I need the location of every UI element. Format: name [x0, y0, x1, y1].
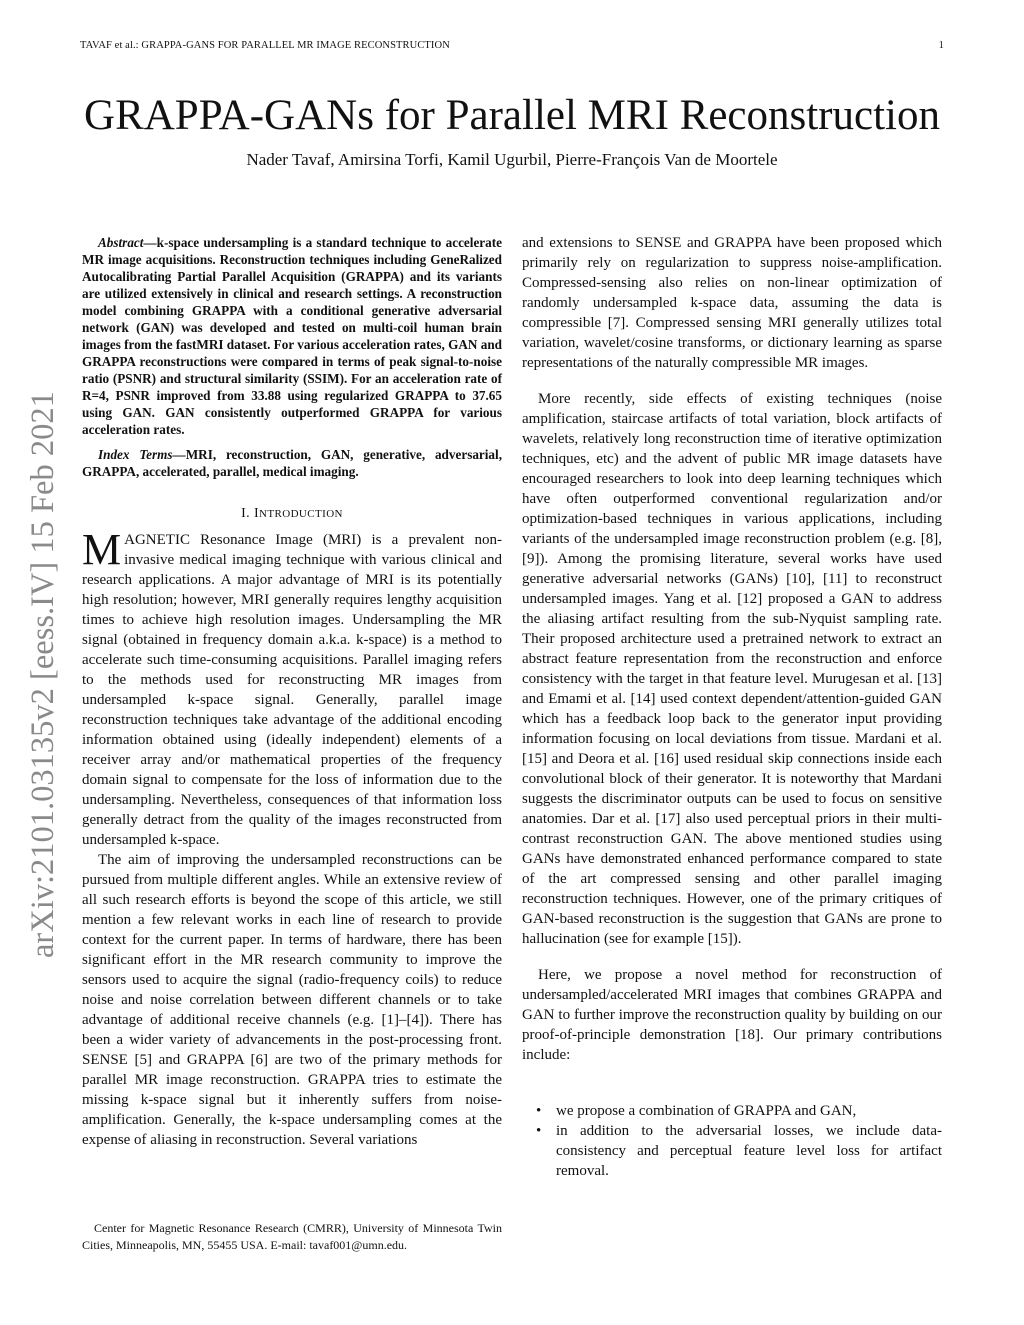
- index-terms-text: MRI, reconstruction, GAN, generative, adversarial, GRAPPA, accelerated, parallel, medical imaging.: [82, 447, 502, 479]
- section-title-initial: I: [253, 506, 260, 521]
- intro-paragraph-2: The aim of improving the undersampled reconstructions can be pursued from multiple different angles. While an extensive review of all such research efforts is beyond the scope of this article, we still mention a few relevant works in each line of research to provide context for the current paper. In terms of hardware, there has been significant effort in the MR research community to improve the sensors used to acquire the signal (radio-frequency coils) to reduce noise and noise correlation between different channels or to take advantage of additional receive channels (e.g. [1]–[4]). There has been a wider variety of advancements in the post-processing front. SENSE [5] and GRAPPA [6] are two of the primary methods for parallel MR image reconstruction. GRAPPA tries to estimate the missing k-space signal but it inherently suffers from noise-amplification. Generally, the k-space undersampling comes at the expense of aliasing in reconstruction. Several variations: [82, 852, 502, 1148]
- section-heading: [82, 504, 502, 524]
- section-title-rest: NTRODUCTION: [259, 508, 343, 520]
- intro-paragraph-1-text: AGNETIC Resonance Image (MRI) is a prevalent non-invasive medical imaging technique with various clinical and research applications. A major advantage of MRI is its potentially high resolution; however, MRI generally requires lengthy acquisition times to achieve high resolution images. Undersampling the MR signal (obtained in frequency domain a.k.a. k-space) is a method to accelerate such time-consuming acquisitions. Parallel imaging refers to the methods used for reconstructing MR images from undersampled k-space signal. Generally, parallel image reconstruction techniques take advantage of the additional encoding information obtained using (ideally independent) elements of a receiver array and/or mathematical properties of the frequency domain signal to compensate for the loss of information due to the undersampling. Nevertheless, consequences of that information loss generally detract from the quality of the images reconstructed from undersampled k-space.: [82, 532, 502, 848]
- footnote-text: Center for Magnetic Resonance Research (CMRR), University of Minnesota Twin Cities, Minneapolis, MN, 55455 USA. E-mail: tavaf001@umn.edu.: [82, 1221, 502, 1252]
- running-head: [80, 40, 944, 51]
- paper-title: GRAPPA-GANs for Parallel MRI Reconstruction: [84, 92, 940, 139]
- list-item-text: we propose a combination of GRAPPA and GAN,: [556, 1103, 857, 1119]
- intro-paragraph-3: and extensions to SENSE and GRAPPA have been proposed which primarily rely on regularization to suppress noise-amplification. Compressed-sensing also relies on non-linear optimization of randomly undersampled k-space data, assuming the data is compressible [7]. Compressed sensing MRI generally utilizes total variation, wavelet/cosine transforms, or dictionary learning as sparse representations of the naturally compressible MR images.: [522, 235, 942, 371]
- affiliation-footnote: [82, 1220, 502, 1254]
- abstract-block: Abstract—k-space undersampling is a standard technique to accelerate MR image acquisitions. Reconstruction techniques including GeneRalized Autocalibrating Partial Parallel Acquisition (GRAPPA) and its variants are utilized extensively in clinical and research settings. A reconstruction model combining GRAPPA with a conditional generative adversarial network (GAN) was developed and tested on multi-coil human brain images from the fastMRI dataset. For various acceleration rates, GAN and GRAPPA reconstructions were compared in terms of peak signal-to-noise ratio (PSNR) and structural similarity (SSIM). For an acceleration rate of R=4, PSNR improved from 33.88 using regularized GRAPPA to 37.65 using GAN. GAN consistently outperformed GRAPPA for various acceleration rates. Index Terms—MRI, reconstruction, GAN, generative, adversarial, GRAPPA, accelerated, parallel, medical imaging.: [82, 235, 502, 479]
- list-item: • in addition to the adversarial losses, we include data-consistency and perceptual feature level loss for artifact removal.: [536, 1123, 942, 1179]
- drop-cap: M: [82, 525, 122, 574]
- index-terms-label: Index Terms: [98, 447, 173, 462]
- intro-paragraph-4: More recently, side effects of existing techniques (noise amplification, staircase artifacts of total variation, block artifacts of wavelets, relatively long reconstruction time of iterative optimization techniques, etc) and the advent of public MR image datasets have encouraged researchers to look into deep learning techniques which have often outperformed conventional regularization and/or optimization-based techniques in various applications, including variants of the undersampled image reconstruction problem (e.g. [8], [9]). Among the promising literature, several works have used generative adversarial networks (GANs) [10], [11] to reconstruct undersampled images. Yang et al. [12] proposed a GAN to address the aliasing artifact resulting from the sub-Nyquist sampling rate. Their proposed architecture used a pretrained network to extract an abstract feature representation from the reconstruction and enforce consistency with the target in that feature level. Murugesan et al. [13] and Emami et al. [14] used context dependent/attention-guided GAN which has a feedback loop back to the generator input providing information focusing on local deviations from tissue. Mardani et al. [15] and Deora et al. [16] used residual skip connections inside each convolutional block of their generator. It is noteworthy that Mardani suggests the discriminator outputs can be used to focus on sensitive anatomies. Dar et al. [17] also used perceptual priors in their multi-contrast reconstruction GAN. The above mentioned studies using GANs have demonstrated enhanced performance compared to state of the art compressed sensing and other parallel imaging reconstruction techniques. However, one of the primary critiques of GAN-based reconstruction is the suggestion that GANs are prone to hallucination (see for example [15]).: [522, 391, 942, 947]
- contributions-list: [522, 1101, 942, 1181]
- section-numeral: I.: [241, 506, 251, 521]
- abstract-label: Abstract: [98, 235, 144, 250]
- arxiv-stamp: arXiv:2101.03135v2 [eess.IV] 15 Feb 2021: [25, 391, 61, 958]
- right-column: [522, 233, 942, 1181]
- running-head-text: TAVAF et al.: GRAPPA-GANS FOR PARALLEL MR IMAGE RECONSTRUCTION: [80, 40, 450, 51]
- author-list: Nader Tavaf, Amirsina Torfi, Kamil Ugurbil, Pierre-François Van de Moortele: [246, 150, 778, 169]
- left-column: [82, 234, 502, 1150]
- list-item: • we propose a combination of GRAPPA and GAN,: [536, 1103, 857, 1119]
- list-item-text: in addition to the adversarial losses, we include data-consistency and perceptual feature level loss for artifact removal.: [556, 1123, 942, 1179]
- intro-paragraph-1: [82, 525, 502, 850]
- page-number: 1: [938, 40, 944, 51]
- intro-paragraph-5: Here, we propose a novel method for reconstruction of undersampled/accelerated MRI images that combines GRAPPA and GAN to further improve the reconstruction quality by building on our proof-of-principle demonstration [18]. Our primary contributions include:: [522, 967, 942, 1063]
- abstract-text: k-space undersampling is a standard technique to accelerate MR image acquisitions. Reconstruction techniques including GeneRalized Autocalibrating Partial Parallel Acquisition (GRAPPA) and its variants are utilized extensively in clinical and research settings. A reconstruction model combining GRAPPA with a conditional generative adversarial network (GAN) was developed and tested on multi-coil human brain images from the fastMRI dataset. For various acceleration rates, GAN and GRAPPA reconstructions were compared in terms of peak signal-to-noise ratio (PSNR) and structural similarity (SSIM). For an acceleration rate of R=4, PSNR improved from 33.88 using regularized GRAPPA to 37.65 using GAN. GAN consistently outperformed GRAPPA for various acceleration rates.: [82, 235, 502, 437]
